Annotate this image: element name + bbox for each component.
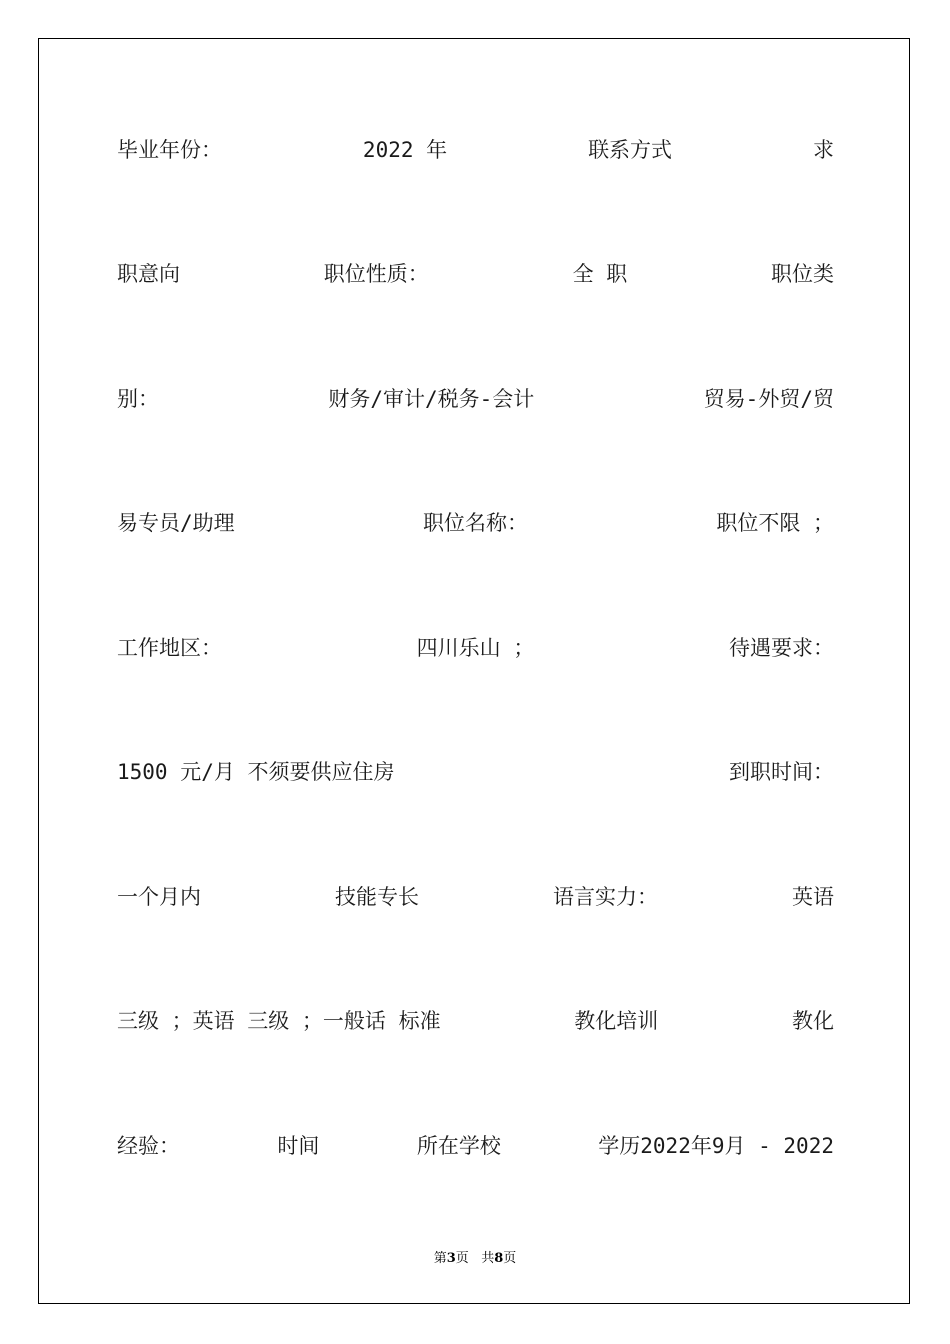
section-education: 教化培训 [574,1009,659,1033]
current-page-number: 3 [446,1251,456,1266]
footer-total-unit: 页 [503,1251,517,1266]
label-job-nature: 职位性质： [323,262,429,286]
label-contact: 联系方式 [588,138,673,162]
text-line-2 [117,258,834,288]
text-line-7 [117,881,834,911]
value-start-time: 一个月内 [117,885,201,909]
label-start-time: 到职时间： [729,760,834,784]
section-skills: 技能专长 [335,885,419,909]
text-line-8 [117,1005,834,1035]
value-job-nature: 全 职 [572,262,628,286]
value-salary: 1500 元/月 不须要供应住房 [117,760,395,784]
total-page-number: 8 [494,1251,504,1266]
text-fragment: 职意向 [117,262,180,286]
page-footer [0,1247,950,1266]
label-language: 语言实力： [553,885,658,909]
footer-total-prefix: 共 [481,1251,495,1266]
text-line-3 [117,383,834,413]
value-work-area: 四川乐山 ； [416,636,535,660]
value-job-title: 职位不限 ； [716,511,834,535]
label-job-category: 职位类 [771,262,834,286]
footer-page-unit: 页 [455,1251,469,1266]
text-fragment: 易专员/助理 [117,511,235,535]
text-line-5 [117,632,834,662]
label-graduation-year: 毕业年份： [117,138,222,162]
text-fragment: 经验： [117,1134,180,1158]
col-degree: 学历2022年9月 - 2022 [598,1134,834,1158]
page-border [38,38,910,1304]
text-line-1 [117,134,834,164]
label-salary: 待遇要求： [729,636,834,660]
text-fragment: 求 [812,138,834,162]
text-fragment: 教化 [791,1009,834,1033]
value-job-category-2: 贸易-外贸/贸 [703,387,834,411]
value-job-category-1: 财务/审计/税务-会计 [328,387,535,411]
footer-prefix: 第 [433,1251,447,1266]
label-job-title: 职位名称： [423,511,528,535]
text-fragment: 英语 [792,885,834,909]
text-line-6 [117,756,834,786]
text-fragment: 别： [117,387,159,411]
text-line-4 [117,507,834,537]
label-work-area: 工作地区： [117,636,222,660]
value-language: 三级 ；英语 三级 ；一般话 标准 [117,1009,441,1033]
value-graduation-year: 2022 年 [362,138,448,162]
text-line-9 [117,1130,834,1160]
col-time: 时间 [277,1134,320,1158]
col-school: 所在学校 [416,1134,501,1158]
